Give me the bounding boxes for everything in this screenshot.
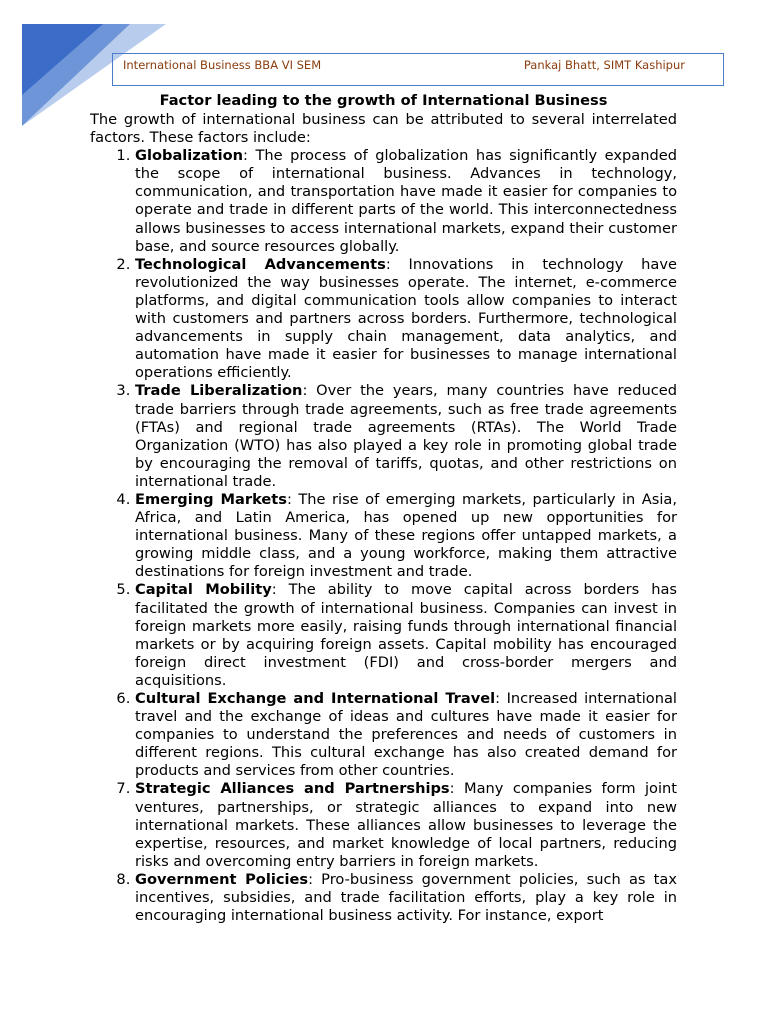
factor-term: Cultural Exchange and International Travel	[135, 690, 496, 707]
factor-text: : Pro-business government policies, such as tax incentives, subsidies, and trade facilitation efforts, play a key role in encouraging international business activity. For instance, export	[135, 870, 677, 925]
factor-text: : Increased international travel and the exchange of ideas and cultures have made it easier for companies to understand the preferences and needs of customers in different regions. This cultural exchange has also created demand for products and services from other countries.	[135, 690, 677, 780]
header-author: Pankaj Bhatt, SIMT Kashipur	[523, 58, 685, 72]
document-title: Factor leading to the growth of International Business	[159, 92, 608, 109]
factor-term: Globalization	[135, 147, 244, 165]
header-course: International Business BBA VI SEM	[123, 58, 322, 72]
factor-text: : The process of globalization has significantly expanded the scope of international business. Advances in technology, communication, and transportation have made it easier for companies to operate and trade in different parts of the world. This interconnectedness allows businesses to access international markets, expand their customer base, and source resources globally.	[135, 147, 677, 255]
list-item	[135, 382, 677, 491]
factor-text: : The rise of emerging markets, particularly in Asia, Africa, and Latin America, has opened up new opportunities for international business. Many of these regions offer untapped markets, a growing middle class, and a young workforce, making them attractive destinations for foreign investment and trade.	[135, 490, 677, 581]
list-item	[135, 871, 677, 925]
list-item	[135, 581, 677, 690]
list-item	[135, 690, 677, 780]
factor-term: Technological Advancements	[135, 255, 386, 273]
list-item	[135, 780, 677, 870]
page-header	[112, 53, 724, 86]
list-item	[135, 147, 677, 256]
intro-paragraph: The growth of international business can be attributed to several interrelated factors. These factors include:	[90, 111, 677, 147]
list-item	[135, 491, 677, 581]
factor-text: : The ability to move capital across borders has facilitated the growth of international business. Companies can invest in foreign markets more easily, raising funds through international financial markets or by acquiring foreign assets. Capital mobility has encouraged foreign direct investment (FDI) and cross-border mergers and acquisitions.	[135, 581, 677, 689]
factor-term: Government Policies	[135, 870, 309, 888]
factor-text: : Over the years, many countries have reduced trade barriers through trade agreements, such as free trade agreements (FTAs) and regional trade agreements (RTAs). The World Trade Organization (WTO) has also played a key role in promoting global trade by encouraging the removal of tariffs, quotas, and other restrictions on international trade.	[135, 382, 677, 490]
factor-text: : Innovations in technology have revolutionized the way businesses operate. The internet, e-commerce platforms, and digital communication tools allow companies to interact with customers and partners across borders. Furthermore, technological advancements in supply chain management, data analytics, and automation have made it easier for businesses to manage international operations efficiently.	[135, 255, 677, 382]
document-body	[90, 111, 677, 925]
factor-term: Trade Liberalization	[135, 382, 303, 400]
factor-term: Emerging Markets	[135, 490, 287, 508]
list-item	[135, 256, 677, 383]
factor-term: Strategic Alliances and Partnerships	[135, 780, 450, 798]
factor-text: : Many companies form joint ventures, partnerships, or strategic alliances to expand into new international markets. These alliances allow businesses to leverage the expertise, resources, and market knowledge of local partners, reducing risks and overcoming entry barriers in foreign markets.	[135, 780, 677, 870]
factor-term: Capital Mobility	[135, 581, 272, 599]
factor-list	[90, 147, 677, 925]
